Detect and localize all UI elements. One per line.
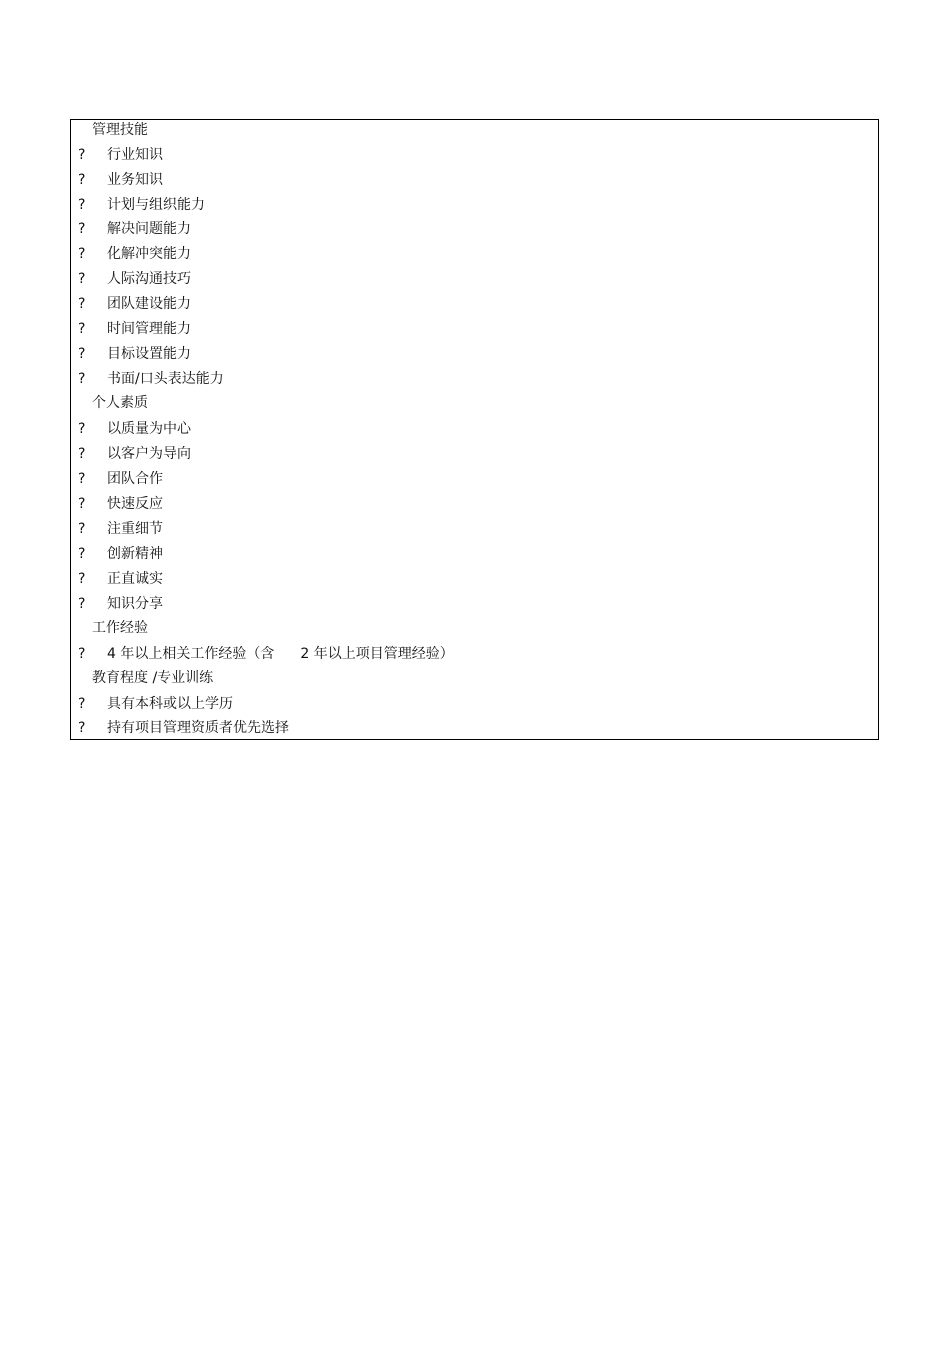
list-item-text: 快速反应 bbox=[107, 496, 163, 512]
section-heading: 教育程度 /专业训练 bbox=[92, 670, 214, 686]
bullet-mark: ? bbox=[78, 546, 86, 562]
bullet-mark: ? bbox=[78, 321, 86, 337]
section-heading: 工作经验 bbox=[92, 620, 148, 636]
list-item-text: 业务知识 bbox=[107, 172, 163, 188]
list-item-text: 正直诚实 bbox=[107, 571, 163, 587]
bullet-mark: ? bbox=[78, 421, 86, 437]
bullet-mark: ? bbox=[78, 296, 86, 312]
list-item-text: 时间管理能力 bbox=[107, 321, 191, 337]
section-heading: 个人素质 bbox=[92, 395, 148, 411]
bullet-mark: ? bbox=[78, 147, 86, 163]
list-item-text: 团队建设能力 bbox=[107, 296, 191, 312]
bullet-mark: ? bbox=[78, 446, 86, 462]
bullet-mark: ? bbox=[78, 346, 86, 362]
bullet-mark: ? bbox=[78, 646, 86, 662]
bullet-mark: ? bbox=[78, 471, 86, 487]
bullet-mark: ? bbox=[78, 696, 86, 712]
experience-part-1: 4 年以上相关工作经验（含 bbox=[107, 646, 275, 662]
list-item-text: 书面/口头表达能力 bbox=[107, 371, 224, 387]
list-item-text: 计划与组织能力 bbox=[107, 197, 205, 213]
bullet-mark: ? bbox=[78, 221, 86, 237]
bullet-mark: ? bbox=[78, 571, 86, 587]
list-item-text: 具有本科或以上学历 bbox=[107, 696, 233, 712]
experience-part-2: 2 年以上项目管理经验） bbox=[300, 646, 454, 662]
list-item-text: 团队合作 bbox=[107, 471, 163, 487]
list-item-text: 持有项目管理资质者优先选择 bbox=[107, 720, 289, 736]
section-heading: 管理技能 bbox=[92, 122, 148, 138]
bullet-mark: ? bbox=[78, 172, 86, 188]
list-item-text: 人际沟通技巧 bbox=[107, 271, 191, 287]
bullet-mark: ? bbox=[78, 720, 86, 736]
list-item-text: 知识分享 bbox=[107, 596, 163, 612]
list-item-text: 以质量为中心 bbox=[107, 421, 191, 437]
bullet-mark: ? bbox=[78, 521, 86, 537]
bullet-mark: ? bbox=[78, 271, 86, 287]
list-item-text: 创新精神 bbox=[107, 546, 163, 562]
list-item-text: 解决问题能力 bbox=[107, 221, 191, 237]
requirements-box bbox=[70, 119, 879, 740]
list-item-text bbox=[107, 642, 454, 667]
list-item-text: 注重细节 bbox=[107, 521, 163, 537]
list-item-text: 化解冲突能力 bbox=[107, 246, 191, 262]
list-item-text: 以客户为导向 bbox=[107, 446, 191, 462]
bullet-mark: ? bbox=[78, 496, 86, 512]
list-item-text: 目标设置能力 bbox=[107, 346, 191, 362]
bullet-mark: ? bbox=[78, 596, 86, 612]
bullet-mark: ? bbox=[78, 371, 86, 387]
list-item-text: 行业知识 bbox=[107, 147, 163, 163]
bullet-mark: ? bbox=[78, 197, 86, 213]
bullet-mark: ? bbox=[78, 246, 86, 262]
